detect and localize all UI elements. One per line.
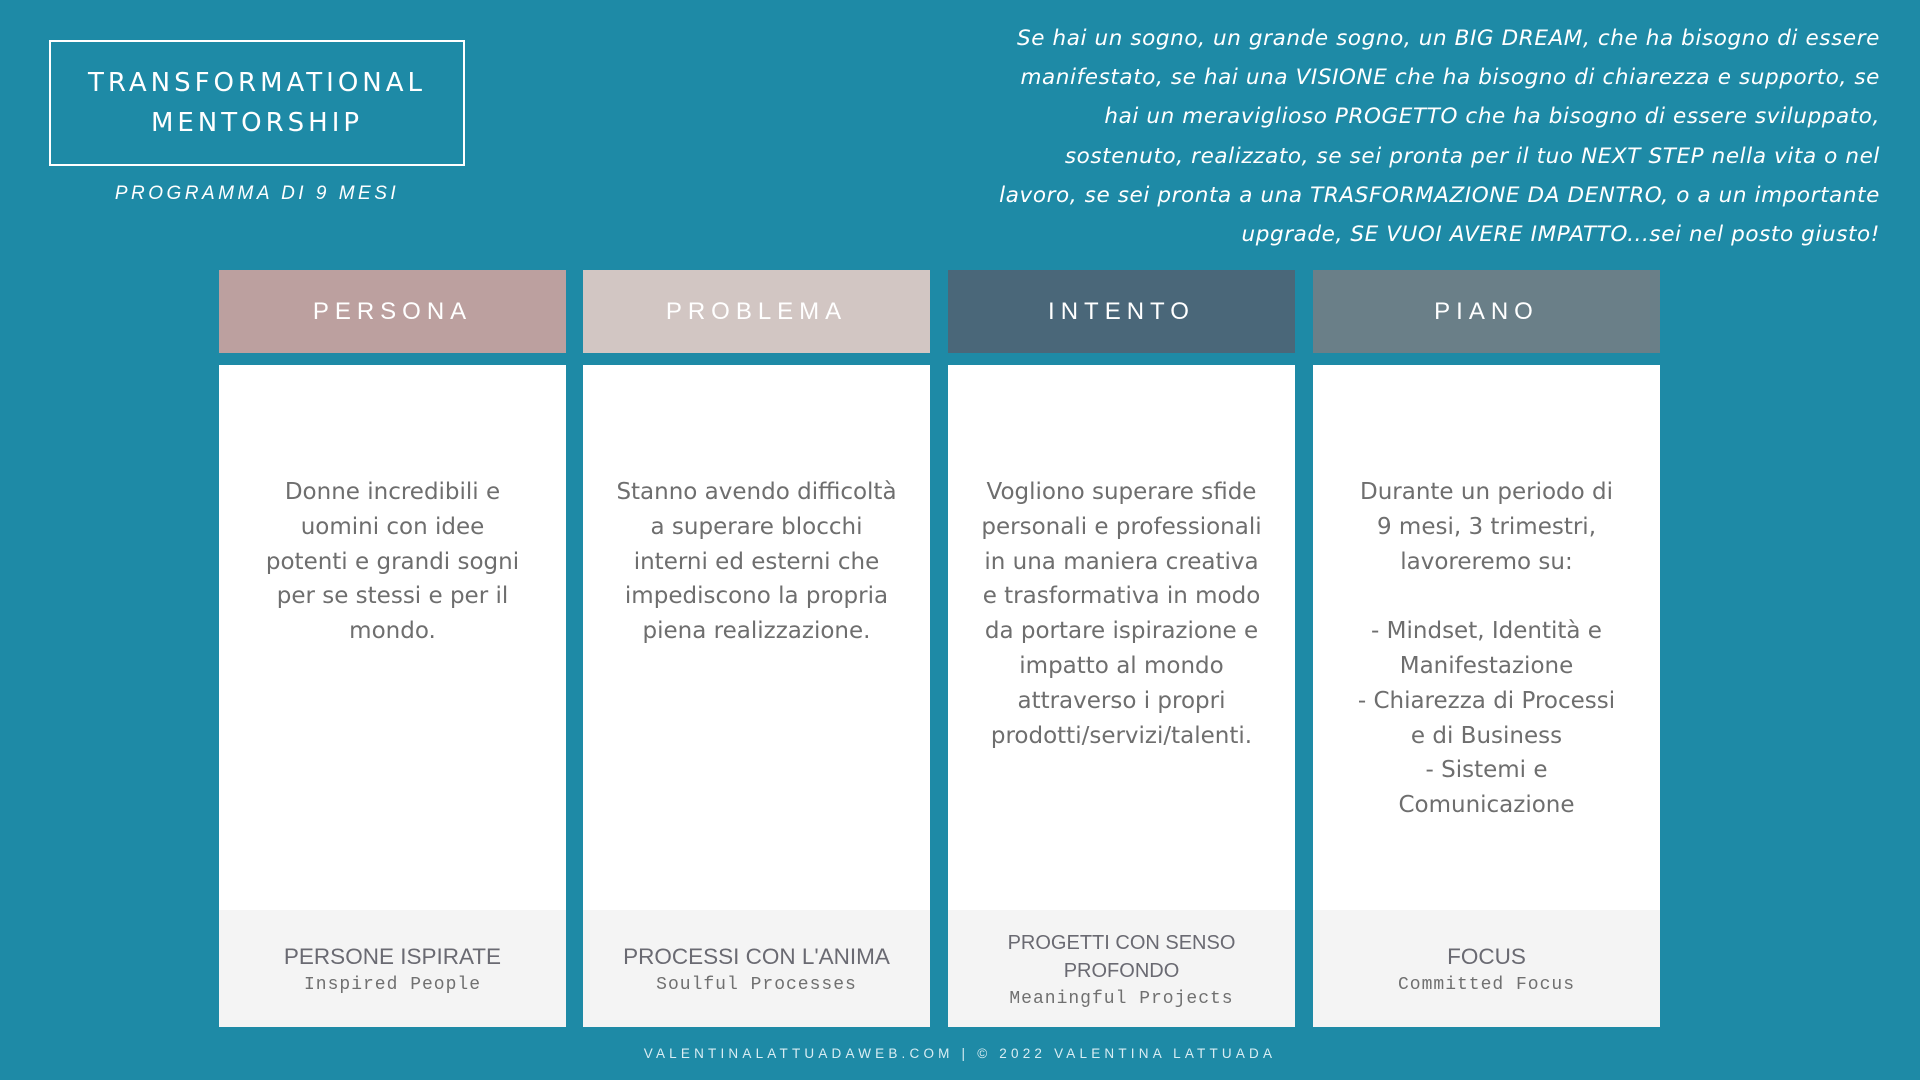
description-spacer [1325, 579, 1648, 614]
description-line: mondo. [349, 618, 436, 645]
description-line: - Mindset, Identità e [1371, 618, 1602, 645]
footer-subtitle: Inspired People [303, 974, 482, 995]
description-line: Vogliono superare sfide [986, 479, 1257, 505]
description-line: attraverso i propri [1017, 687, 1226, 714]
description-line: in una maniera creativa [984, 548, 1259, 575]
description-line: Comunicazione [1398, 792, 1575, 819]
program-title-box [49, 40, 465, 166]
column-header: INTENTO [948, 270, 1295, 353]
intro-line: sostenuto, realizzato, se sei pronta per il tuo NEXT STEP nella vita o nel [1064, 143, 1880, 169]
description-line: - Sistemi e [1425, 757, 1548, 784]
footer-title-line: PROFONDO [1063, 959, 1180, 982]
description-line: impediscono la propria [624, 583, 889, 610]
footer-title-line: FOCUS [1447, 943, 1526, 969]
footer-subtitle: Soulful Processes [656, 974, 857, 995]
intro-line: hai un meraviglioso PROGETTO che ha bisogno di essere sviluppato, [1104, 104, 1880, 130]
footer-title-line: PROGETTI CON SENSO [1007, 931, 1236, 954]
column-body [1313, 365, 1660, 910]
program-title-line-1: TRANSFORMATIONAL [87, 68, 427, 98]
description-line: personali e professionali [981, 513, 1262, 540]
footer-subtitle: Committed Focus [1397, 974, 1576, 995]
column-body [219, 365, 566, 910]
footer-title-line: PERSONE ISPIRATE [283, 943, 502, 969]
column-description [231, 475, 554, 649]
column-footer [948, 910, 1295, 1027]
copyright-footer: VALENTINALATTUADAWEB.COM | © 2022 VALENTINA LATTUADA [643, 1046, 1277, 1061]
footer-subtitle: Meaningful Projects [1009, 988, 1234, 1009]
description-line: a superare blocchi [650, 513, 863, 540]
description-line: piena realizzazione. [642, 618, 871, 645]
intro-line: upgrade, SE VUOI AVERE IMPATTO...sei nel posto giusto! [1241, 222, 1880, 248]
footer-title [623, 943, 890, 971]
description-line: per se stessi e per il [276, 583, 509, 610]
description-line: Donne incredibili e [284, 479, 501, 505]
column-problema [583, 270, 930, 995]
footer-title-line: PROCESSI CON L'ANIMA [623, 943, 890, 969]
intro-line: lavoro, se sei pronta a una TRASFORMAZIONE DA DENTRO, o a un importante [999, 182, 1880, 208]
program-title-line-2: MENTORSHIP [150, 108, 364, 138]
description-line: Stanno avendo difficoltà [616, 479, 897, 505]
description-line: potenti e grandi sogni [265, 548, 520, 575]
description-line: uomini con idee [300, 513, 485, 540]
description-line: e di Business [1410, 722, 1563, 749]
column-body [583, 365, 930, 910]
column-header: PERSONA [219, 270, 566, 353]
program-subtitle: PROGRAMMA DI 9 MESI [114, 183, 400, 204]
column-footer [1313, 910, 1660, 1027]
intro-line: manifestato, se hai una VISIONE che ha bisogno di chiarezza e supporto, se [1020, 65, 1880, 91]
column-header: PIANO [1313, 270, 1660, 353]
footer-title [284, 943, 501, 971]
description-line: lavoreremo su: [1400, 548, 1573, 575]
column-piano [1313, 270, 1660, 995]
intro-paragraph [980, 19, 1880, 254]
description-line: prodotti/servizi/talenti. [990, 722, 1253, 749]
column-body [948, 365, 1295, 910]
column-description [1325, 475, 1648, 823]
description-line: interni ed esterni che [633, 548, 880, 575]
description-line: Manifestazione [1399, 652, 1574, 679]
column-footer [219, 910, 566, 1027]
column-persona [219, 270, 566, 995]
description-line: 9 mesi, 3 trimestri, [1376, 513, 1597, 540]
intro-line: Se hai un sogno, un grande sogno, un BIG DREAM, che ha bisogno di essere [1016, 26, 1880, 51]
column-intento [948, 270, 1295, 1009]
description-line: impatto al mondo [1019, 652, 1224, 679]
description-line: Durante un periodo di [1360, 479, 1613, 505]
description-line: - Chiarezza di Processi [1357, 687, 1616, 714]
description-line: e trasformativa in modo [982, 583, 1261, 610]
column-description [595, 475, 918, 649]
column-header: PROBLEMA [583, 270, 930, 353]
column-footer [583, 910, 930, 1027]
footer-title [1008, 929, 1236, 985]
column-description [960, 475, 1283, 753]
footer-title [1447, 943, 1526, 971]
description-line: da portare ispirazione e [984, 618, 1259, 645]
